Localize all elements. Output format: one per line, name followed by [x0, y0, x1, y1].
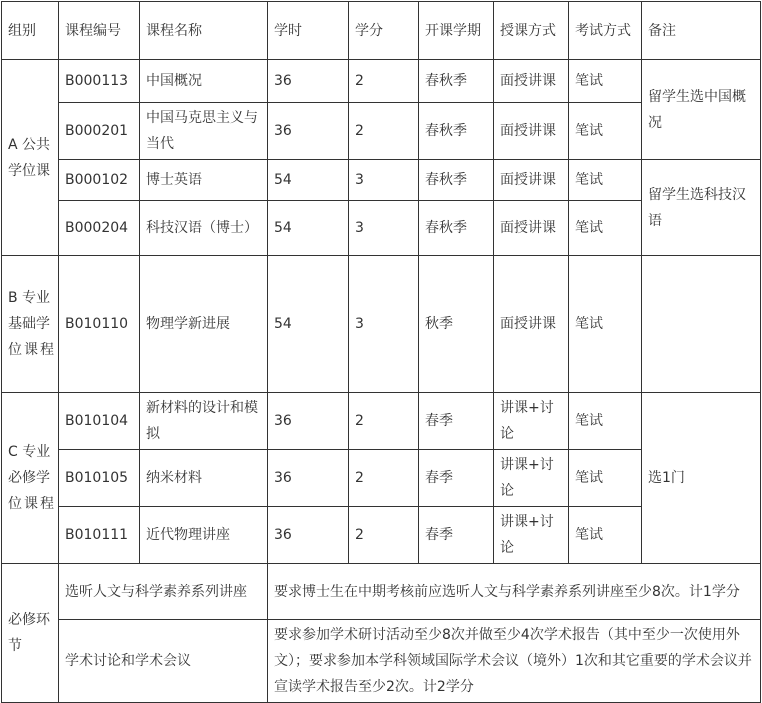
course-term: 春季: [419, 393, 494, 450]
header-name: 课程名称: [140, 2, 268, 60]
header-exam: 考试方式: [569, 2, 642, 60]
remark-cell: [642, 256, 761, 393]
course-hours: 36: [268, 103, 349, 160]
course-method: 讲课+讨论: [494, 507, 569, 564]
course-name: 科技汉语（博士）: [140, 201, 268, 256]
course-hours: 54: [268, 201, 349, 256]
course-term: 春秋季: [419, 103, 494, 160]
course-exam: 笔试: [569, 201, 642, 256]
course-exam: 笔试: [569, 103, 642, 160]
course-term: 春秋季: [419, 201, 494, 256]
course-hours: 36: [268, 507, 349, 564]
course-hours: 54: [268, 256, 349, 393]
course-method: 讲课+讨论: [494, 393, 569, 450]
course-credits: 3: [349, 256, 419, 393]
course-credits: 2: [349, 103, 419, 160]
course-method: 面授讲课: [494, 103, 569, 160]
course-exam: 笔试: [569, 507, 642, 564]
group-a-label: A 公共学位课: [2, 60, 59, 256]
course-term: 春季: [419, 450, 494, 507]
header-row: [2, 2, 761, 60]
course-code: B010104: [59, 393, 140, 450]
course-name: 新材料的设计和模拟: [140, 393, 268, 450]
required-item-name: 选听人文与科学素养系列讲座: [59, 564, 268, 620]
course-credits: 2: [349, 60, 419, 103]
group-c-label: C 专业必修学位课程: [2, 393, 59, 564]
course-name: 博士英语: [140, 160, 268, 201]
header-method: 授课方式: [494, 2, 569, 60]
course-exam: 笔试: [569, 256, 642, 393]
table-row: [2, 256, 761, 393]
course-code: B010111: [59, 507, 140, 564]
header-term: 开课学期: [419, 2, 494, 60]
course-term: 秋季: [419, 256, 494, 393]
course-name: 物理学新进展: [140, 256, 268, 393]
course-name: 中国马克思主义与当代: [140, 103, 268, 160]
course-name: 中国概况: [140, 60, 268, 103]
course-term: 春季: [419, 507, 494, 564]
course-term: 春秋季: [419, 60, 494, 103]
course-method: 面授讲课: [494, 60, 569, 103]
required-group-label: 必修环节: [2, 564, 59, 703]
course-code: B000113: [59, 60, 140, 103]
course-exam: 笔试: [569, 160, 642, 201]
required-item-desc: 要求博士生在中期考核前应选听人文与科学素养系列讲座至少8次。计1学分: [268, 564, 761, 620]
header-code: 课程编号: [59, 2, 140, 60]
course-code: B000204: [59, 201, 140, 256]
course-credits: 3: [349, 201, 419, 256]
remark-cell: 选1门: [642, 393, 761, 564]
course-code: B000201: [59, 103, 140, 160]
table-row: [2, 393, 761, 450]
course-name: 纳米材料: [140, 450, 268, 507]
course-exam: 笔试: [569, 393, 642, 450]
required-row: [2, 620, 761, 703]
course-method: 面授讲课: [494, 256, 569, 393]
course-code: B010110: [59, 256, 140, 393]
course-code: B000102: [59, 160, 140, 201]
header-group: 组别: [2, 2, 59, 60]
header-hours: 学时: [268, 2, 349, 60]
course-credits: 2: [349, 450, 419, 507]
table-row: [2, 160, 761, 201]
required-item-name: 学术讨论和学术会议: [59, 620, 268, 703]
course-hours: 36: [268, 393, 349, 450]
table-row: [2, 60, 761, 103]
course-hours: 36: [268, 60, 349, 103]
course-code: B010105: [59, 450, 140, 507]
course-term: 春秋季: [419, 160, 494, 201]
course-credits: 2: [349, 393, 419, 450]
required-item-desc: 要求参加学术研讨活动至少8次并做至少4次学术报告（其中至少一次使用外文）；要求参加本学科领域国际学术会议（境外）1次和其它重要的学术会议并宣读学术报告至少2次。计2学分: [268, 620, 761, 703]
course-credits: 2: [349, 507, 419, 564]
course-exam: 笔试: [569, 60, 642, 103]
group-b-label: B 专业基础学位课程: [2, 256, 59, 393]
required-row: [2, 564, 761, 620]
header-credits: 学分: [349, 2, 419, 60]
header-remark: 备注: [642, 2, 761, 60]
course-hours: 36: [268, 450, 349, 507]
course-table: [1, 1, 761, 703]
course-method: 讲课+讨论: [494, 450, 569, 507]
course-name: 近代物理讲座: [140, 507, 268, 564]
remark-cell: 留学生选科技汉语: [642, 160, 761, 256]
course-credits: 3: [349, 160, 419, 201]
course-method: 面授讲课: [494, 160, 569, 201]
course-hours: 54: [268, 160, 349, 201]
course-exam: 笔试: [569, 450, 642, 507]
remark-cell: 留学生选中国概况: [642, 60, 761, 160]
course-method: 面授讲课: [494, 201, 569, 256]
